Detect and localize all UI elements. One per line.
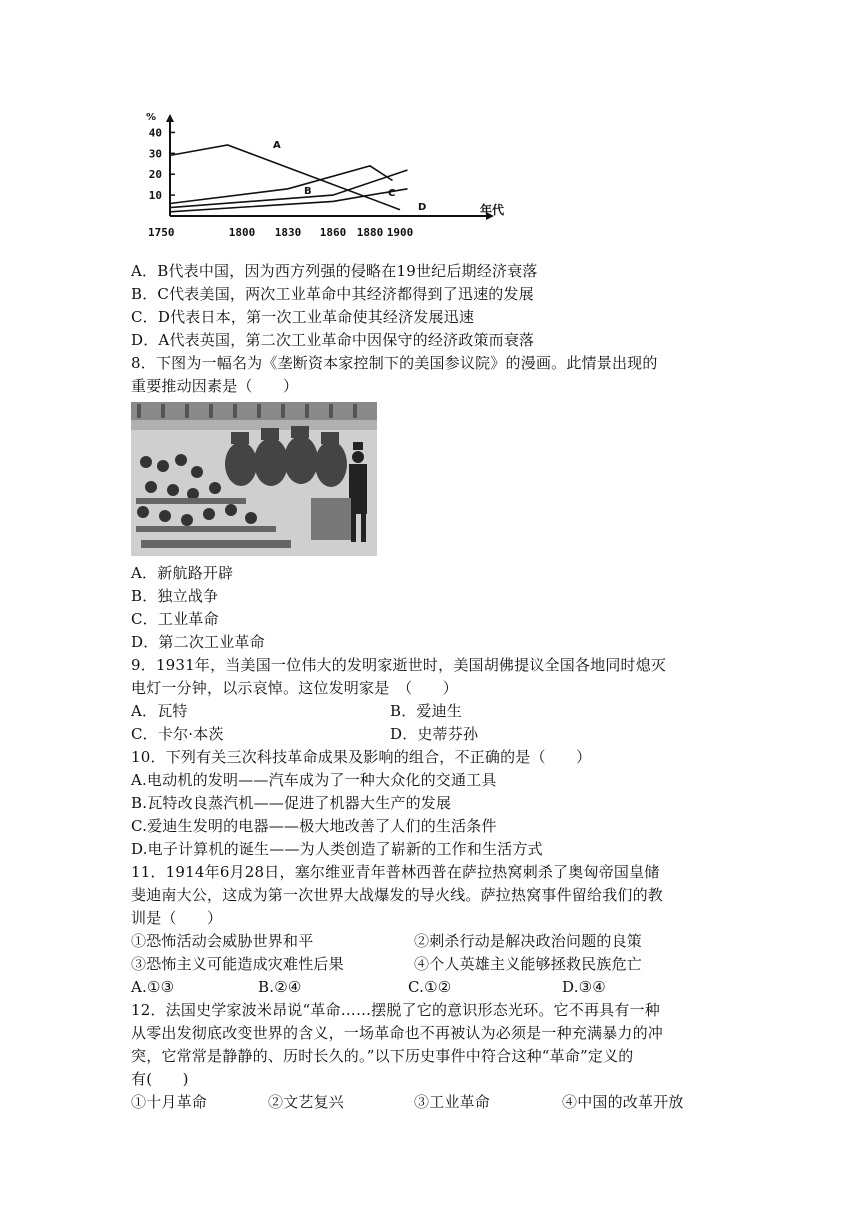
q11-option-a: A.①③ — [131, 978, 175, 996]
q12-item-2: ②文艺复兴 — [268, 1093, 345, 1111]
senate-cartoon-image — [131, 402, 377, 556]
q11-option-b: B.②④ — [258, 978, 302, 996]
y-tick-label: 40 — [148, 126, 162, 140]
q11-stem-line2: 斐迪南大公，这成为第一次世界大战爆发的导火线。萨拉热窝事件留给我们的教 — [131, 886, 664, 904]
q11-item-4: ④个人英雄主义能够拯救民族危亡 — [414, 955, 643, 973]
q9-option-b: B．爱迪生 — [390, 702, 463, 720]
x-tick-label: 1800 — [228, 226, 256, 239]
x-tick-label: 1830 — [274, 226, 302, 239]
q7-option-d: D．A代表英国，第二次工业革命中因保守的经济政策而衰落 — [131, 331, 535, 349]
q11-option-c: C.①② — [408, 978, 452, 996]
q9-option-a: A．瓦特 — [131, 702, 188, 720]
series-label-d: D — [418, 202, 427, 213]
q9-stem-line1: 9．1931年，当美国一位伟大的发明家逝世时，美国胡佛提议全国各地同时熄灭 — [131, 656, 667, 674]
series-line-b — [170, 166, 396, 204]
q8-option-b: B．独立战争 — [131, 587, 219, 605]
q11-option-d: D.③④ — [562, 978, 606, 996]
series-label-a: A — [273, 140, 281, 151]
x-tick-label: 1880 — [356, 226, 384, 239]
q8-stem-line1: 8．下图为一幅名为《垄断资本家控制下的美国参议院》的漫画。此情景出现的 — [131, 354, 658, 372]
series-label-c: C — [388, 188, 396, 199]
chart-svg — [128, 112, 538, 242]
q12-item-3: ③工业革命 — [414, 1093, 491, 1111]
q10-option-a: A.电动机的发明——汽车成为了一种大众化的交通工具 — [131, 771, 497, 789]
line-chart — [128, 112, 538, 242]
y-axis-arrow — [166, 114, 174, 122]
q8-option-a: A．新航路开辟 — [131, 564, 234, 582]
q10-stem: 10．下列有关三次科技革命成果及影响的组合，不正确的是（ ） — [131, 748, 592, 766]
x-tick-label: 1900 — [386, 226, 414, 239]
q11-item-2: ②刺杀行动是解决政治问题的良策 — [414, 932, 643, 950]
q11-stem-line3: 训是（ ） — [131, 909, 223, 927]
x-tick-label: 1750 — [148, 226, 175, 239]
q10-option-d: D.电子计算机的诞生——为人类创造了崭新的工作和生活方式 — [131, 840, 543, 858]
q11-item-3: ③恐怖主义可能造成灾难性后果 — [131, 955, 344, 973]
x-axis-label: 年代 — [480, 203, 505, 217]
q8-stem-line2: 重要推动因素是（ ） — [131, 377, 299, 395]
q9-stem-line2: 电灯一分钟，以示哀悼。这位发明家是 （ ） — [131, 679, 458, 697]
q11-item-1: ①恐怖活动会威胁世界和平 — [131, 932, 314, 950]
series-label-b: B — [304, 186, 312, 197]
q10-option-c: C.爱迪生发明的电器——极大地改善了人们的生活条件 — [131, 817, 497, 835]
y-axis-label: % — [146, 112, 157, 123]
q9-option-c: C．卡尔·本茨 — [131, 725, 224, 743]
x-tick-label: 1860 — [319, 226, 347, 239]
q12-stem-line1: 12．法国史学家波米昂说“革命……摆脱了它的意识形态光环。它不再具有一种 — [131, 1001, 660, 1019]
y-tick-label: 10 — [148, 189, 162, 203]
y-tick-label: 30 — [148, 147, 162, 161]
q8-option-d: D．第二次工业革命 — [131, 633, 265, 651]
q12-item-1: ①十月革命 — [131, 1093, 208, 1111]
q12-stem-line4: 有( ) — [131, 1070, 189, 1088]
q7-option-b: B．C代表美国，两次工业革命中其经济都得到了迅速的发展 — [131, 285, 534, 303]
q10-option-b: B.瓦特改良蒸汽机——促进了机器大生产的发展 — [131, 794, 452, 812]
q7-option-c: C．D代表日本，第一次工业革命使其经济发展迅速 — [131, 308, 475, 326]
q7-option-a: A．B代表中国，因为西方列强的侵略在19世纪后期经济衰落 — [131, 262, 538, 280]
q9-option-d: D．史蒂芬孙 — [390, 725, 479, 743]
y-tick-label: 20 — [148, 168, 162, 182]
q8-option-c: C．工业革命 — [131, 610, 219, 628]
q12-stem-line3: 突，它常常是静静的、历时长久的。”以下历史事件中符合这种“革命”定义的 — [131, 1047, 634, 1065]
q12-stem-line2: 从零出发彻底改变世界的含义，一场革命也不再被认为必须是一种充满暴力的冲 — [131, 1024, 664, 1042]
series-line-d — [170, 189, 408, 212]
q12-item-4: ④中国的改革开放 — [562, 1093, 684, 1111]
q11-stem-line1: 11．1914年6月28日，塞尔维亚青年普林西普在萨拉热窝刺杀了奥匈帝国皇储 — [131, 863, 660, 881]
